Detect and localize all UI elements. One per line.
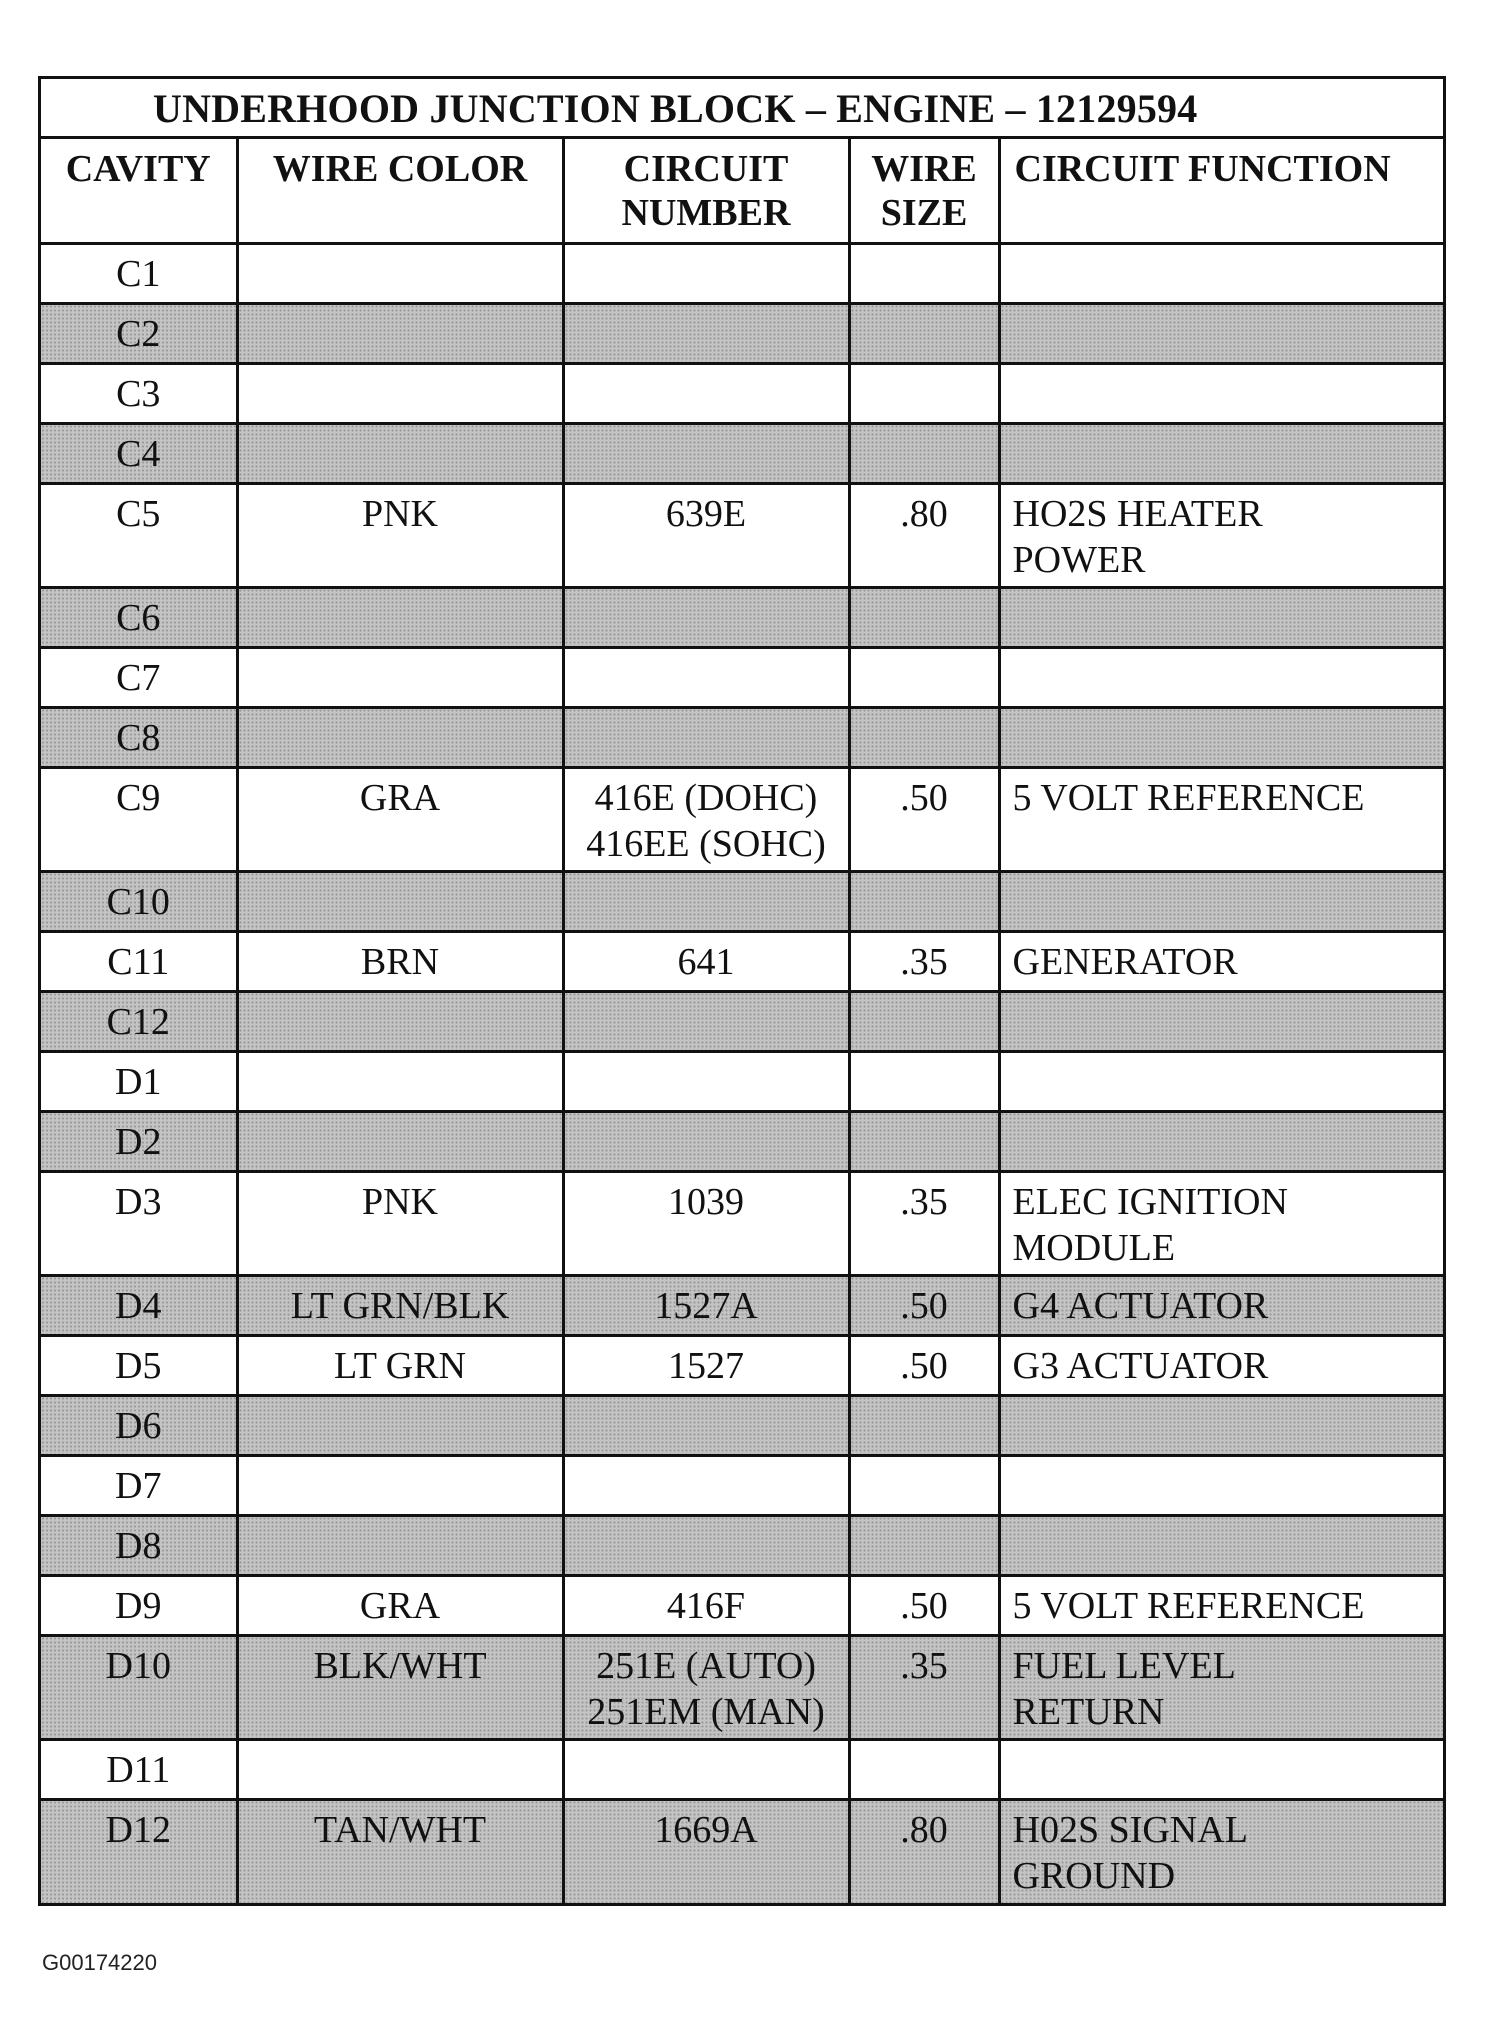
cavity-cell: C11 [41,931,237,991]
cavity-cell: C4 [41,423,237,483]
cavity-cell: C2 [41,303,237,363]
table-row [41,483,1443,587]
wire-size-cell [849,647,999,707]
circuit-function-cell [999,587,1443,647]
cavity-cell: D1 [41,1051,237,1111]
wire-size-cell [849,363,999,423]
wire-size-cell [849,423,999,483]
circuit-function-cell [999,991,1443,1051]
header-cavity: CAVITY [41,139,237,243]
circuit-function-cell [999,483,1443,587]
wire-size-cell [849,1515,999,1575]
wire-color-cell [237,363,563,423]
wire-color-cell [237,1455,563,1515]
circuit-number-cell [563,1575,849,1635]
circuit-function-cell [999,1051,1443,1111]
cavity-cell: D12 [41,1799,237,1903]
circuit-function-cell [999,871,1443,931]
circuit-number-line: 251EM (MAN) [587,1690,825,1733]
wire-size-cell: .50 [849,1575,999,1635]
cavity-cell: D4 [41,1275,237,1335]
circuit-number-cell [563,483,849,587]
cavity-cell: C3 [41,363,237,423]
wire-size-cell [849,1051,999,1111]
circuit-function-cell [999,1111,1443,1171]
wire-color-cell [237,243,563,303]
circuit-function-cell [999,1455,1443,1515]
header-circuit-number-line: CIRCUIT [623,148,789,190]
wire-size-cell [849,587,999,647]
wire-color-cell [237,1739,563,1799]
wire-color-cell [237,1051,563,1111]
junction-block-table-sheet [38,76,1446,1906]
header-circuit-number-line: NUMBER [621,192,791,234]
circuit-number-line: 639E [665,492,747,535]
wire-color-cell [237,871,563,931]
table-row [41,1515,1443,1575]
table-row [41,991,1443,1051]
cavity-cell: C5 [41,483,237,587]
wire-color-cell [237,303,563,363]
circuit-number-line: 1527 [668,1344,744,1387]
wire-size-cell: .35 [849,1635,999,1739]
cavity-cell: D11 [41,1739,237,1799]
circuit-number-cell [563,1275,849,1335]
circuit-function-cell [999,647,1443,707]
circuit-number-cell [563,1395,849,1455]
table-row [41,243,1443,303]
circuit-number-cell [563,1171,849,1275]
wire-color-cell [237,423,563,483]
circuit-number-line: 251E (AUTO) [596,1644,816,1687]
circuit-function-line: MODULE [1012,1226,1176,1269]
circuit-function-cell [999,1739,1443,1799]
wire-color-cell: GRA [237,767,563,871]
cavity-cell: D2 [41,1111,237,1171]
wire-color-cell [237,1515,563,1575]
wire-color-cell [237,647,563,707]
wire-size-cell: .80 [849,483,999,587]
wire-size-cell: .35 [849,1171,999,1275]
circuit-number-cell [563,1799,849,1903]
cavity-table [41,139,1443,1903]
wire-size-cell [849,303,999,363]
circuit-number-cell [563,423,849,483]
circuit-number-cell [563,1335,849,1395]
table-row [41,931,1443,991]
circuit-function-line: RETURN [1012,1690,1165,1733]
wire-color-cell [237,587,563,647]
table-row [41,1335,1443,1395]
header-wire-size-line: WIRE [871,148,977,190]
table-row [41,1799,1443,1903]
cavity-cell: D5 [41,1335,237,1395]
wire-color-cell [237,991,563,1051]
cavity-cell: D10 [41,1635,237,1739]
circuit-number-cell [563,243,849,303]
wire-size-cell: .50 [849,1335,999,1395]
table-row [41,587,1443,647]
circuit-number-line: 416E (DOHC) [594,776,818,819]
table-row [41,1395,1443,1455]
circuit-function-cell [999,707,1443,767]
cavity-cell: D9 [41,1575,237,1635]
wire-size-cell: .50 [849,1275,999,1335]
wire-color-cell [237,1111,563,1171]
circuit-function-line: H02S SIGNAL [1012,1808,1248,1851]
circuit-number-cell [563,1111,849,1171]
wire-size-cell [849,1455,999,1515]
table-row [41,363,1443,423]
circuit-number-cell [563,1515,849,1575]
circuit-number-cell [563,707,849,767]
wire-color-cell: GRA [237,1575,563,1635]
wire-color-cell: TAN/WHT [237,1799,563,1903]
circuit-number-cell [563,871,849,931]
header-wire-size-line: SIZE [880,192,968,234]
table-row [41,1051,1443,1111]
cavity-cell: D7 [41,1455,237,1515]
wire-color-cell: BLK/WHT [237,1635,563,1739]
circuit-function-line: 5 VOLT REFERENCE [1012,1584,1365,1627]
cavity-cell: C9 [41,767,237,871]
wire-size-cell [849,871,999,931]
circuit-function-cell [999,243,1443,303]
wire-color-cell: PNK [237,1171,563,1275]
wire-color-cell: BRN [237,931,563,991]
circuit-function-line: HO2S HEATER [1012,492,1263,535]
circuit-number-line: 416F [666,1584,746,1627]
circuit-function-cell [999,423,1443,483]
cavity-cell: C6 [41,587,237,647]
circuit-number-line: 1039 [668,1180,744,1223]
header-circuit-function: CIRCUIT FUNCTION [999,139,1443,243]
table-row [41,1455,1443,1515]
table-title: UNDERHOOD JUNCTION BLOCK – ENGINE – 12129594 [41,79,1443,139]
cavity-cell: C7 [41,647,237,707]
circuit-number-cell [563,363,849,423]
circuit-number-cell [563,1051,849,1111]
table-row [41,1111,1443,1171]
table-row [41,707,1443,767]
table-row [41,1171,1443,1275]
header-wire-color: WIRE COLOR [237,139,563,243]
header-wire-size [849,139,999,243]
circuit-number-line: 641 [677,940,735,983]
table-row [41,1635,1443,1739]
circuit-function-cell [999,1799,1443,1903]
circuit-number-cell [563,991,849,1051]
circuit-function-line: G3 ACTUATOR [1012,1344,1269,1387]
circuit-number-cell [563,1455,849,1515]
circuit-function-cell [999,1275,1443,1335]
table-row [41,871,1443,931]
cavity-cell: D8 [41,1515,237,1575]
circuit-function-cell [999,1635,1443,1739]
wire-size-cell [849,991,999,1051]
header-circuit-number [563,139,849,243]
circuit-number-cell [563,303,849,363]
circuit-number-cell [563,931,849,991]
cavity-cell: C12 [41,991,237,1051]
table-row [41,1739,1443,1799]
circuit-number-cell [563,587,849,647]
circuit-function-line: ELEC IGNITION [1012,1180,1288,1223]
circuit-function-line: G4 ACTUATOR [1012,1284,1269,1327]
table-row [41,647,1443,707]
circuit-function-cell [999,1575,1443,1635]
table-body [41,243,1443,1903]
figure-code: G00174220 [42,1950,157,1975]
circuit-function-cell [999,1171,1443,1275]
header-row [41,139,1443,243]
wire-size-cell [849,1395,999,1455]
circuit-function-line: FUEL LEVEL [1012,1644,1236,1687]
circuit-number-cell [563,767,849,871]
table-row [41,423,1443,483]
circuit-function-line: POWER [1012,538,1146,581]
wire-color-cell: LT GRN [237,1335,563,1395]
circuit-number-line: 1527A [654,1284,758,1327]
wire-size-cell: .50 [849,767,999,871]
circuit-function-line: 5 VOLT REFERENCE [1012,776,1365,819]
wire-size-cell [849,707,999,767]
circuit-number-cell [563,1635,849,1739]
circuit-function-cell [999,767,1443,871]
circuit-function-cell [999,1335,1443,1395]
circuit-function-cell [999,1515,1443,1575]
wire-color-cell: LT GRN/BLK [237,1275,563,1335]
cavity-cell: D6 [41,1395,237,1455]
circuit-function-cell [999,303,1443,363]
wire-color-cell [237,707,563,767]
circuit-number-line: 416EE (SOHC) [586,822,826,865]
table-row [41,303,1443,363]
wire-size-cell: .35 [849,931,999,991]
table-row [41,1575,1443,1635]
cavity-cell: C1 [41,243,237,303]
circuit-function-cell [999,1395,1443,1455]
circuit-number-cell [563,1739,849,1799]
wire-size-cell [849,1111,999,1171]
circuit-function-cell [999,363,1443,423]
table-row [41,767,1443,871]
wire-color-cell [237,1395,563,1455]
circuit-function-cell [999,931,1443,991]
circuit-number-cell [563,647,849,707]
circuit-function-line: GENERATOR [1012,940,1238,983]
wire-size-cell [849,1739,999,1799]
table-row [41,1275,1443,1335]
wire-size-cell [849,243,999,303]
wire-size-cell: .80 [849,1799,999,1903]
wire-color-cell: PNK [237,483,563,587]
cavity-cell: C10 [41,871,237,931]
circuit-number-line: 1669A [654,1808,758,1851]
cavity-cell: C8 [41,707,237,767]
cavity-cell: D3 [41,1171,237,1275]
circuit-function-line: GROUND [1012,1854,1176,1897]
